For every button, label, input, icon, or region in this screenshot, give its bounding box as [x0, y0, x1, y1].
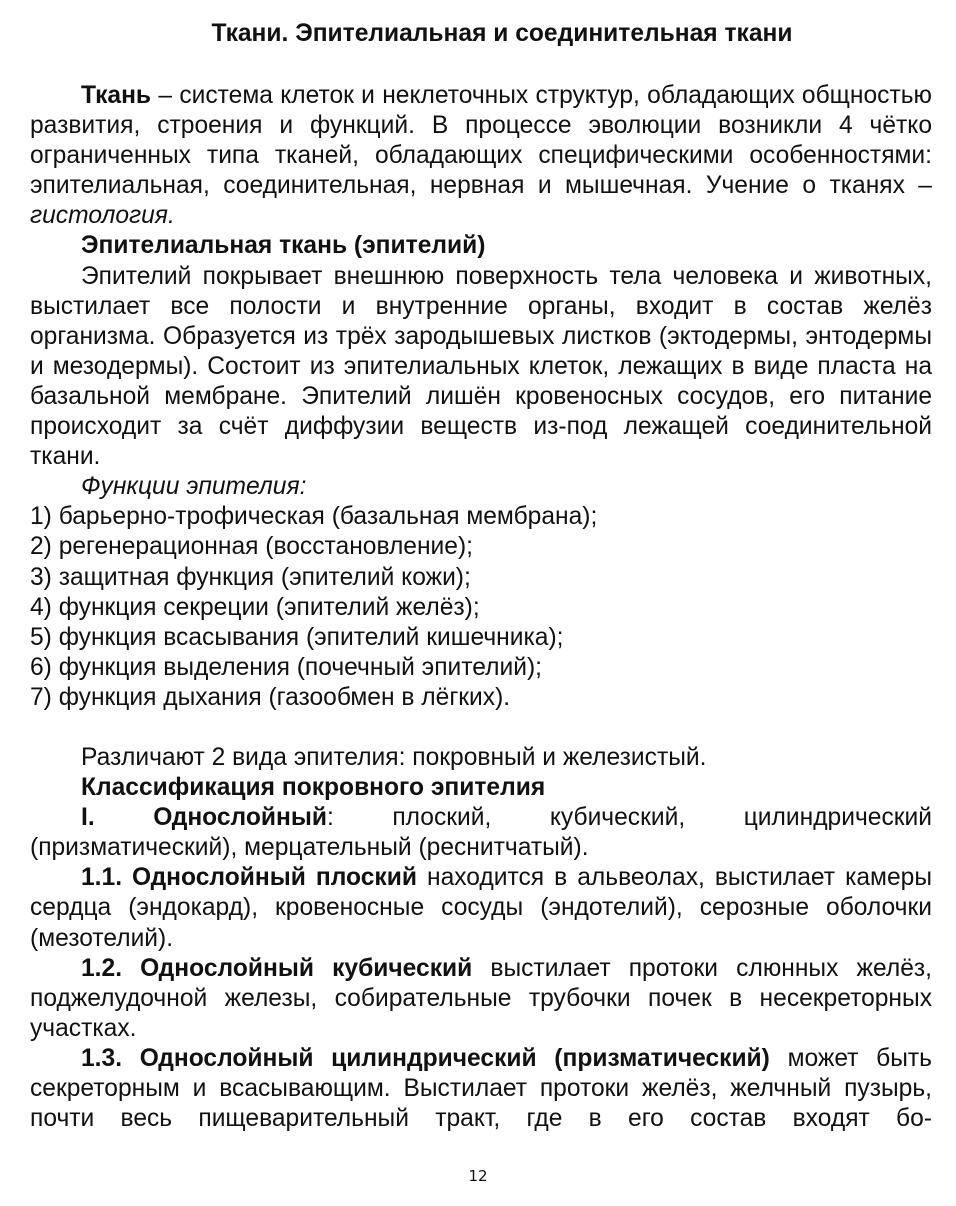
list-item: 3) защитная функция (эпителий кожи);	[30, 563, 471, 591]
single-layer-text: : плоский, кубический, цилиндрический (призматический), мерцательный (реснитчатый).	[30, 804, 932, 862]
cubic-label: 1.2. Однослойный кубический	[81, 954, 473, 982]
list-item: 5) функция всасывания (эпителий кишечника);	[30, 623, 564, 651]
classification-heading: Классификация покровного эпителия	[81, 774, 546, 802]
list-item: 6) функция выделения (почечный эпителий);	[30, 653, 542, 681]
list-item: 4) функция секреции (эпителий желёз);	[30, 593, 480, 621]
spacer	[30, 713, 932, 743]
intro-paragraph	[30, 81, 932, 231]
cylindrical-paragraph	[30, 1044, 932, 1134]
single-layer-label: I. Однослойный	[81, 804, 327, 832]
cubic-text: выстилает протоки слюнных желёз, поджелудочной железы, собирательные трубочки почек в несекреторных участках.	[30, 954, 932, 1042]
document-body	[30, 81, 932, 1134]
term-tissue: Ткань	[81, 82, 152, 109]
functions-heading: Функции эпителия:	[81, 473, 307, 501]
flat-text: находится в альвеолах, выстилает камеры сердца (эндокард), кровеносные сосуды (эндотелий), серозные оболочки (мезотелий).	[30, 864, 933, 952]
cubic-paragraph	[30, 954, 932, 1044]
flat-paragraph	[30, 863, 932, 953]
page-number: 12	[468, 1167, 488, 1185]
list-item: 7) функция дыхания (газообмен в лёгких).	[30, 683, 511, 711]
histology-term: гистология.	[30, 202, 175, 230]
flat-label: 1.1. Однослойный плоский	[81, 864, 417, 892]
single-layer-paragraph	[30, 803, 932, 863]
cylindrical-text: может быть секреторным и всасывающим. Выстилает протоки желёз, желчный пузырь, почти весь пищеварительный тракт, где в его состав входят бо-	[30, 1044, 932, 1133]
list-item: 2) регенерационная (восстановление);	[30, 533, 473, 561]
epithelium-paragraph: Эпителий покрывает внешнюю поверхность тела человека и животных, выстилает все полости и внутренние органы, входит в состав желёз организма. Образуется из трёх зародышевых листков (эктодермы, энтодермы и мезодермы). Состоит из эпителиальных клеток, лежащих в виде пласта на базальной мембране. Эпителий лишён кровеносных сосудов, его питание происходит за счёт диффузии веществ из-под лежащей соединительной ткани.	[30, 262, 932, 471]
list-item: 1) барьерно-трофическая (базальная мембрана);	[30, 503, 598, 531]
epithelium-heading: Эпителиальная ткань (эпителий)	[81, 232, 486, 260]
intro-text: – система клеток и неклеточных структур, обладающих общностью развития, строения и функций. В процессе эволюции возникли 4 чётко ограниченных типа тканей, обладающих специфическими особенностями: эпителиальная, соединительная, нервная и мышечная. Учение о тканях –	[30, 82, 932, 200]
cylindrical-label: 1.3. Однослойный цилиндрический (призматический)	[81, 1044, 770, 1072]
functions-list	[30, 502, 932, 713]
types-paragraph: Различают 2 вида эпителия: покровный и железистый.	[81, 743, 707, 771]
page-title: Ткани. Эпителиальная и соединительная ткани	[211, 20, 793, 47]
